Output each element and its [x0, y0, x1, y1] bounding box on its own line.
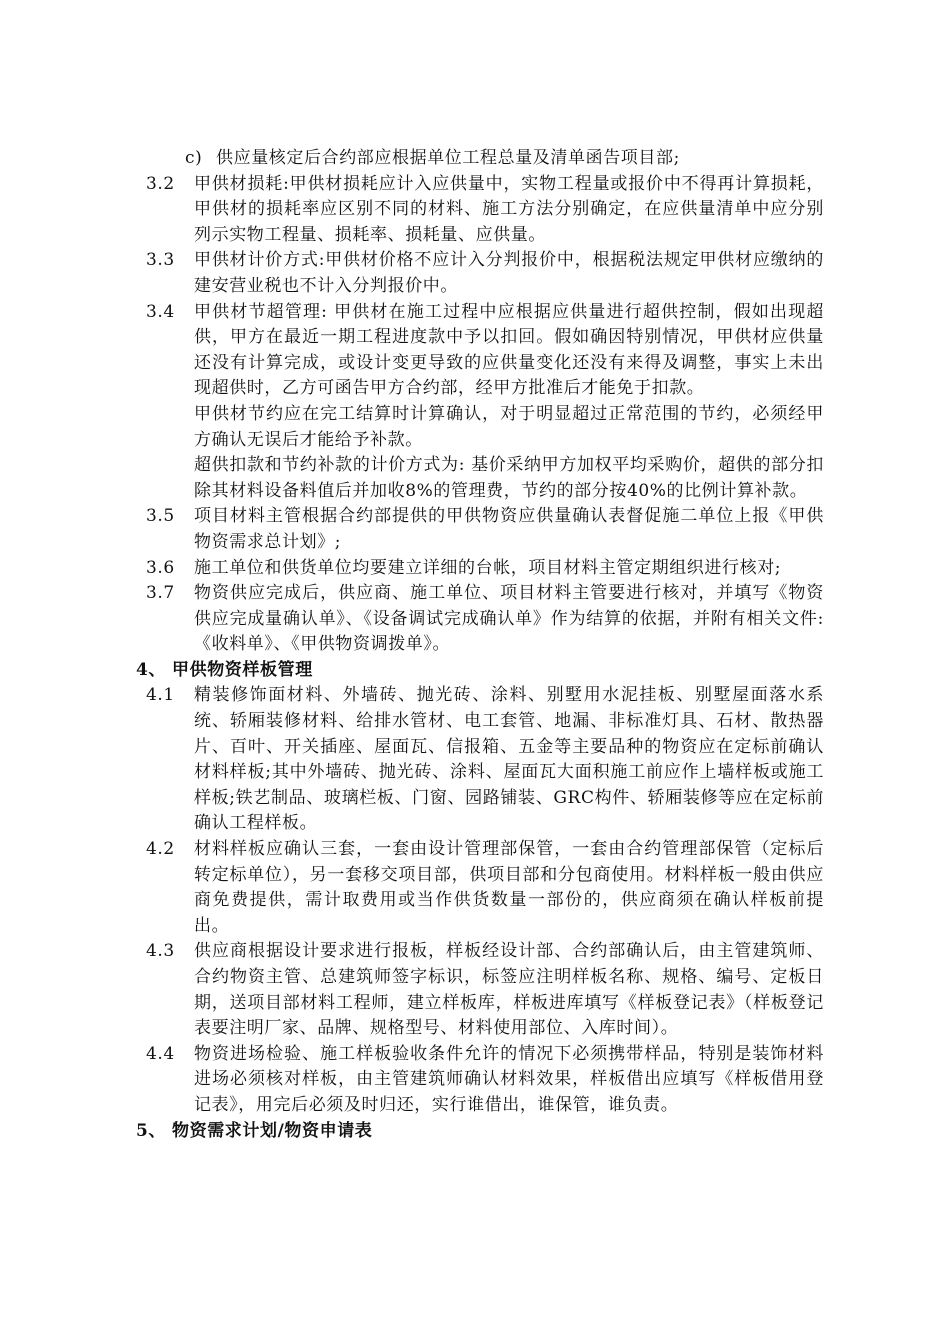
list-item — [0, 939, 950, 1041]
item-number: 3.2 — [146, 173, 175, 194]
item-number: 4.1 — [146, 685, 175, 706]
item-number: 3.5 — [146, 506, 175, 527]
list-item — [0, 146, 950, 172]
list-item — [0, 683, 950, 837]
document-body — [0, 146, 950, 1144]
item-text: 物资进场检验、施工样板验收条件允许的情况下必须携带样品，特别是装饰材料进场必须核对样板，由主管建筑师确认材料效果，样板借出应填写《样板借用登记表》，用完后必须及时归还，实行谁借出，谁保管，谁负责。 — [194, 1043, 824, 1115]
section-heading — [0, 658, 950, 684]
item-text: 甲供材损耗:甲供材损耗应计入应供量中，实物工程量或报价中不得再计算损耗，甲供材的损耗率应区别不同的材料、施工方法分别确定，在应供量清单中应分别列示实物工程量、损耗率、损耗量、应供量。 — [194, 173, 824, 245]
item-text: 精装修饰面材料、外墙砖、抛光砖、涂料、别墅用水泥挂板、别墅屋面落水系统、轿厢装修材料、给排水管材、电工套管、地漏、非标准灯具、石材、散热器片、百叶、开关插座、屋面瓦、信报箱、五金等主要品种的物资应在定标前确认材料样板;其中外墙砖、抛光砖、涂料、屋面瓦大面积施工前应作上墙样板或施工样板;铁艺制品、玻璃栏板、门窗、园路铺装、GRC构件、轿厢装修等应在定标前确认工程样板。 — [194, 685, 824, 834]
item-text: 供应量核定后合约部应根据单位工程总量及清单函告项目部; — [216, 148, 680, 168]
item-text: 物资供应完成后，供应商、施工单位、项目材料主管要进行核对，并填写《物资供应完成量确认单》、《设备调试完成确认单》作为结算的依据，并附有相关文件: 《收料单》、《甲供物资调拨单》。 — [194, 583, 824, 655]
list-item — [0, 1042, 950, 1119]
paragraph-text: 甲供材节约应在完工结算时计算确认，对于明显超过正常范围的节约，必须经甲方确认无误后才能给予补款。 — [194, 403, 824, 450]
item-text: 甲供材节超管理: 甲供材在施工过程中应根据应供量进行超供控制，假如出现超供，甲方在最近一期工程进度款中予以扣回。假如确因特别情况，甲供材应供量还没有计算完成，或设计变更导致的应供量变化还没有来得及调整，事实上未出现超供时，乙方可函告甲方合约部，经甲方批准后才能免于扣款。 — [194, 301, 824, 399]
paragraph — [0, 453, 950, 504]
item-number: 3.3 — [146, 250, 175, 271]
item-text: 材料样板应确认三套，一套由设计管理部保管，一套由合约管理部保管（定标后转定标单位），另一套移交项目部，供项目部和分包商使用。材料样板一般由供应商免费提供，需计取费用或当作供货数量一部份的，供应商须在确认样板前提出。 — [194, 839, 824, 936]
list-item — [0, 300, 950, 402]
item-number: 4.2 — [146, 839, 175, 860]
paragraph — [0, 402, 950, 453]
item-number: 3.4 — [146, 301, 175, 322]
list-item — [0, 248, 950, 299]
paragraph-text: 超供扣款和节约补款的计价方式为: 基价采纳甲方加权平均采购价，超供的部分扣除其材料设备料值后并加收8%的管理费，节约的部分按40%的比例计算补款。 — [194, 455, 824, 501]
item-number: 3.6 — [146, 557, 175, 578]
section-number: 4、 — [136, 659, 167, 680]
item-text: 施工单位和供货单位均要建立详细的台帐，项目材料主管定期组织进行核对; — [194, 557, 782, 578]
list-item — [0, 581, 950, 658]
item-text: 项目材料主管根据合约部提供的甲供物资应供量确认表督促施二单位上报《甲供物资需求总计划》; — [194, 506, 824, 552]
item-text: 甲供材计价方式:甲供材价格不应计入分判报价中，根据税法规定甲供材应缴纳的建安营业税也不计入分判报价中。 — [194, 250, 824, 296]
item-number: 4.4 — [146, 1043, 175, 1064]
list-item — [0, 556, 950, 582]
item-number: 4.3 — [146, 941, 175, 962]
item-text: 供应商根据设计要求进行报板，样板经设计部、合约部确认后，由主管建筑师、合约物资主管、总建筑师签字标识，标签应注明样板名称、规格、编号、定板日期，送项目部材料工程师，建立样板库，样板进库填写《样板登记表》（样板登记表要注明厂家、品牌、规格型号、材料使用部位、入库时间）。 — [194, 941, 824, 1039]
item-number: 3.7 — [146, 583, 175, 604]
section-heading — [0, 1119, 950, 1145]
item-number: c) — [185, 148, 203, 168]
section-number: 5、 — [136, 1120, 167, 1141]
list-item — [0, 837, 950, 939]
section-title: 物资需求计划/物资申请表 — [172, 1120, 373, 1141]
section-title: 甲供物资样板管理 — [172, 659, 313, 680]
list-item — [0, 172, 950, 249]
list-item — [0, 504, 950, 555]
